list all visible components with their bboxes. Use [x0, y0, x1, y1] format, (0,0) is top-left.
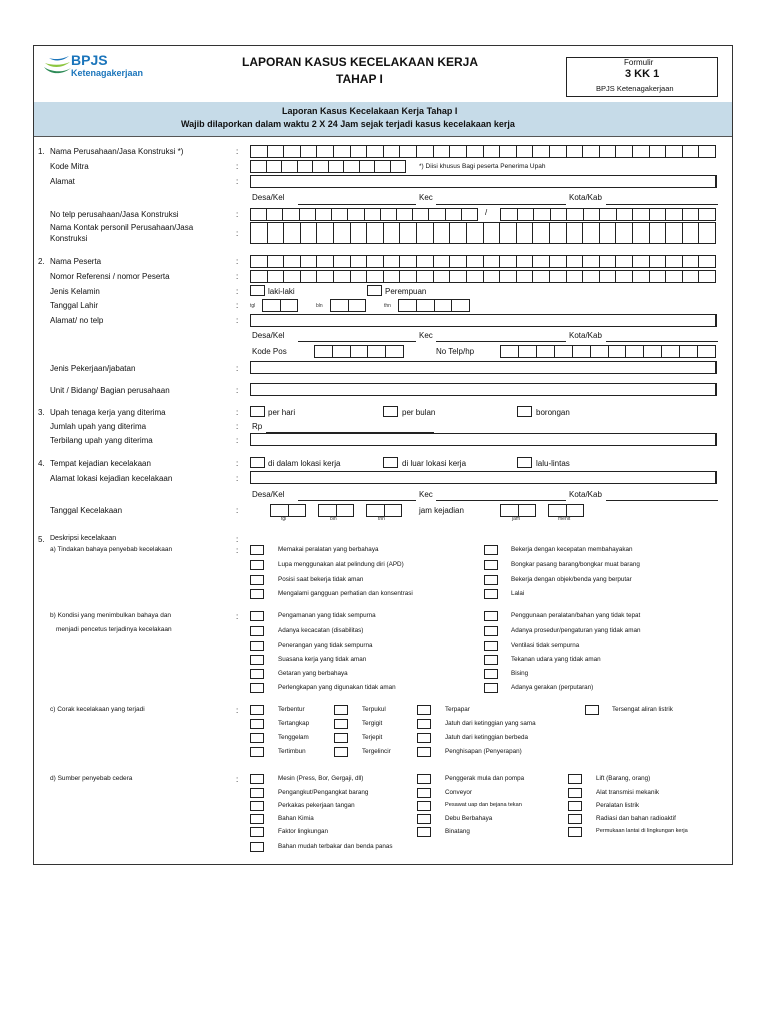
unsafe-condition-checkbox[interactable] [250, 626, 264, 636]
unsafe-condition-checkbox[interactable] [484, 655, 498, 665]
colon: : [236, 775, 239, 784]
unsafe-condition-option: Pengamanan yang tidak sempurna [278, 612, 376, 619]
company-name-label: Nama Perusahaan/Jasa Konstruksi *) [50, 147, 184, 156]
injury-source-checkbox[interactable] [250, 827, 264, 837]
injury-source-option: Perkakas pekerjaan tangan [278, 802, 355, 809]
desa-input[interactable] [298, 500, 416, 501]
kota-input[interactable] [606, 204, 718, 205]
kota-label: Kota/Kab [569, 490, 602, 499]
accident-type-option: Penghisapan (Penyerapan) [445, 748, 522, 755]
company-phone-label: No telp perusahaan/Jasa Konstruksi [50, 210, 179, 219]
company-phone-area-input[interactable] [250, 208, 478, 221]
colon: : [236, 316, 239, 325]
place-traffic-checkbox[interactable] [517, 457, 532, 468]
injury-source-checkbox[interactable] [417, 774, 431, 784]
accident-jam-label: jam [512, 516, 521, 522]
gender-male-label: laki-laki [268, 287, 295, 296]
company-address-label: Alamat [50, 177, 75, 186]
colon: : [236, 546, 239, 555]
contact-label-line-2: Konstruksi [50, 234, 88, 243]
unsafe-condition-option: Suasana kerja yang tidak aman [278, 656, 367, 663]
unsafe-condition-checkbox[interactable] [250, 611, 264, 621]
accident-type-option: Jatuh dari ketinggian yang sama [445, 720, 536, 727]
wage-amount-label: Jumlah upah yang diterima [50, 422, 147, 431]
injury-source-checkbox[interactable] [417, 788, 431, 798]
injury-source-checkbox[interactable] [568, 801, 582, 811]
colon: : [236, 210, 239, 219]
section-2-number: 2. [38, 257, 45, 266]
accident-address-input[interactable] [250, 471, 717, 484]
injury-source-checkbox[interactable] [250, 774, 264, 784]
colon: : [236, 287, 239, 296]
accident-type-option: Tertimbun [278, 748, 306, 755]
gender-male-checkbox[interactable] [250, 285, 265, 296]
dob-month-input[interactable] [330, 299, 366, 312]
unsafe-condition-option: Adanya gerakan (perputaran) [511, 684, 594, 691]
contact-name-input[interactable] [250, 222, 716, 244]
currency-label: Rp [252, 422, 263, 431]
accident-date-label: Tanggal Kecelakaan [50, 506, 123, 515]
unsafe-condition-option: Getaran yang berbahaya [278, 670, 348, 677]
colon: : [236, 408, 239, 417]
banner-line-1: Laporan Kasus Kecelakaan Kerja Tahap I [282, 106, 458, 116]
injury-source-checkbox[interactable] [568, 774, 582, 784]
wage-contract-label: borongan [536, 408, 570, 417]
participant-address-input[interactable] [250, 314, 717, 327]
colon: : [236, 436, 239, 445]
unsafe-action-checkbox[interactable] [250, 560, 264, 570]
colon: : [236, 506, 239, 515]
participant-name-input[interactable] [250, 255, 716, 268]
accident-type-checkbox[interactable] [334, 733, 348, 743]
desa-label: Desa/Kel [252, 490, 285, 499]
unsafe-action-checkbox[interactable] [250, 575, 264, 585]
accident-time-label: jam kejadian [419, 506, 464, 515]
unsafe-condition-checkbox[interactable] [250, 669, 264, 679]
accident-type-checkbox[interactable] [585, 705, 599, 715]
section-1-number: 1. [38, 147, 45, 156]
wage-spelled-input[interactable] [250, 433, 717, 446]
wage-spelled-label: Terbilang upah yang diterima [50, 436, 153, 445]
participant-address-label: Alamat/ no telp [50, 316, 104, 325]
desa-input[interactable] [298, 341, 416, 342]
phone-slash: / [485, 208, 488, 217]
accident-type-checkbox[interactable] [334, 719, 348, 729]
injury-source-option: Bahan Kimia [278, 815, 314, 822]
injury-source-checkbox[interactable] [250, 842, 264, 852]
desa-input[interactable] [298, 204, 416, 205]
bpjs-logo [41, 52, 191, 82]
kota-label: Kota/Kab [569, 331, 602, 340]
job-title-label: Jenis Pekerjaan/jabatan [50, 364, 136, 373]
unsafe-condition-option: Perlengkapan yang digunakan tidak aman [278, 684, 396, 691]
accident-type-checkbox[interactable] [417, 719, 431, 729]
unsafe-action-option: Lupa menggunakan alat pelindung diri (APD) [278, 561, 404, 568]
accident-type-checkbox[interactable] [417, 733, 431, 743]
accident-type-checkbox[interactable] [334, 705, 348, 715]
place-inside-checkbox[interactable] [250, 457, 265, 468]
colon: : [236, 229, 239, 238]
colon: : [236, 147, 239, 156]
dob-day-input[interactable] [262, 299, 298, 312]
unsafe-action-checkbox[interactable] [484, 589, 498, 599]
place-outside-checkbox[interactable] [383, 457, 398, 468]
department-input[interactable] [250, 383, 717, 396]
injury-source-checkbox[interactable] [568, 788, 582, 798]
kota-input[interactable] [606, 341, 718, 342]
injury-source-option: Lift (Barang, orang) [596, 775, 651, 782]
accident-type-option: Tersengat aliran listrik [612, 706, 673, 713]
postal-code-label: Kode Pos [252, 347, 287, 356]
unsafe-condition-option: Penerangan yang tidak sempurna [278, 642, 373, 649]
logo-subtitle: Ketenagakerjaan [71, 68, 144, 78]
job-title-input[interactable] [250, 361, 717, 374]
partner-note: *) Diisi khusus Bagi peserta Penerima Upah [419, 163, 546, 170]
partner-code-label: Kode Mitra [50, 162, 89, 171]
kota-label: Kota/Kab [569, 193, 602, 202]
company-phone-number-input[interactable] [500, 208, 716, 221]
injury-source-option: Mesin (Press, Bor, Gergaji, dll) [278, 775, 364, 782]
unsafe-action-option: Lalai [511, 590, 525, 597]
colon: : [236, 459, 239, 468]
accident-type-option: Tertangkap [278, 720, 310, 727]
unsafe-action-option: Bongkar pasang barang/bongkar muat barang [511, 561, 640, 568]
injury-source-checkbox[interactable] [568, 814, 582, 824]
reference-number-label: Nomor Referensi / nomor Peserta [50, 272, 170, 281]
injury-source-checkbox[interactable] [417, 801, 431, 811]
unsafe-condition-option: Penggunaan peralatan/bahan yang tidak tepat [511, 612, 641, 619]
unsafe-condition-checkbox[interactable] [484, 626, 498, 636]
injury-source-checkbox[interactable] [417, 827, 431, 837]
participant-name-label: Nama Peserta [50, 257, 102, 266]
participant-phone-label: No Telp/hp [436, 347, 475, 356]
colon: : [236, 162, 239, 171]
injury-source-checkbox[interactable] [250, 801, 264, 811]
section-4-number: 4. [38, 459, 45, 468]
accident-type-option: Terpapar [445, 706, 470, 713]
description-title: Deskripsi kecelakaan [50, 535, 117, 542]
unsafe-action-checkbox[interactable] [484, 545, 498, 555]
company-address-input[interactable] [250, 175, 717, 188]
company-name-input[interactable] [250, 145, 716, 158]
injury-source-option: Pesawat uap dan bejana tekan [445, 802, 522, 808]
participant-phone-input[interactable] [500, 345, 716, 358]
colon: : [236, 386, 239, 395]
kec-input[interactable] [436, 204, 566, 205]
injury-source-option: Bahan mudah terbakar dan benda panas [278, 843, 393, 850]
injury-source-option: Alat transmisi mekanik [596, 789, 659, 796]
accident-type-checkbox[interactable] [334, 747, 348, 757]
injury-source-option: Radiasi dan bahan radioaktif [596, 815, 676, 822]
place-inside-label: di dalam lokasi kerja [268, 459, 341, 468]
accident-address-label: Alamat lokasi kejadian kecelakaan [50, 474, 173, 483]
dob-year-input[interactable] [398, 299, 470, 312]
accident-type-checkbox[interactable] [250, 733, 264, 743]
desa-label: Desa/Kel [252, 193, 285, 202]
accident-type-option: Tergelincir [362, 748, 391, 755]
injury-source-checkbox[interactable] [250, 788, 264, 798]
wage-per-month-label: per bulan [402, 408, 436, 417]
accident-type-checkbox[interactable] [250, 719, 264, 729]
wage-label: Upah tenaga kerja yang diterima [50, 408, 166, 417]
place-traffic-label: lalu-lintas [536, 459, 570, 468]
kec-label: Kec [419, 193, 433, 202]
dob-tgl-label: tgl [250, 303, 256, 309]
accident-day-input[interactable] [270, 504, 306, 517]
logo-brand: BPJS [71, 52, 108, 68]
unsafe-condition-checkbox[interactable] [484, 641, 498, 651]
kec-label: Kec [419, 331, 433, 340]
section-5-number: 5. [38, 535, 45, 544]
form-title-1: LAPORAN KASUS KECELAKAAN KERJA [242, 55, 479, 69]
unsafe-action-option: Memakai peralatan yang berbahaya [278, 546, 379, 553]
injury-source-checkbox[interactable] [417, 814, 431, 824]
kec-input[interactable] [436, 341, 566, 342]
birth-date-label: Tanggal Lahir [50, 301, 99, 310]
reference-number-input[interactable] [250, 270, 716, 283]
unsafe-condition-checkbox[interactable] [250, 655, 264, 665]
unsafe-action-option: Bekerja dengan kecepatan membahayakan [511, 546, 633, 553]
unsafe-condition-option: Bising [511, 670, 529, 677]
dob-thn-label: thn [384, 303, 391, 309]
postal-code-input[interactable] [314, 345, 404, 358]
accident-menit-label: menit [558, 516, 571, 522]
unsafe-action-checkbox[interactable] [250, 545, 264, 555]
unsafe-condition-option: Tekanan udara yang tidak aman [511, 656, 601, 663]
unsafe-condition-option: Ventilasi tidak sempurna [511, 642, 580, 649]
injury-source-option: Peralatan listrik [596, 802, 640, 809]
wage-contract-checkbox[interactable] [517, 406, 532, 417]
colon: : [236, 177, 239, 186]
injury-source-option: Penggerak mula dan pompa [445, 775, 525, 782]
injury-source-checkbox[interactable] [568, 827, 582, 837]
colon: : [236, 474, 239, 483]
kec-label: Kec [419, 490, 433, 499]
unsafe-condition-option: Adanya kecacatan (disabilitas) [278, 627, 364, 634]
accident-type-option: Jatuh dari ketinggian berbeda [445, 734, 528, 741]
logo-swoosh-icon [41, 52, 73, 78]
colon: : [236, 257, 239, 266]
unsafe-condition-label-1: b) Kondisi yang menimbulkan bahaya dan [50, 612, 172, 619]
injury-source-option: Pengangkut/Pengangkat barang [278, 789, 369, 796]
accident-tgl-label: tgl [281, 516, 287, 522]
unsafe-action-checkbox[interactable] [250, 589, 264, 599]
colon: : [236, 706, 239, 715]
injury-source-option: Debu Berbahaya [445, 815, 493, 822]
unsafe-condition-checkbox[interactable] [484, 669, 498, 679]
kec-input[interactable] [436, 500, 566, 501]
accident-type-option: Tergigit [362, 720, 383, 727]
accident-type-option: Tenggelam [278, 734, 309, 741]
accident-type-option: Terpukul [362, 706, 386, 713]
colon: : [236, 272, 239, 281]
colon: : [236, 422, 239, 431]
banner-line-2: Wajib dilaporkan dalam waktu 2 X 24 Jam sejak terjadi kasus kecelakaan kerja [181, 119, 515, 129]
colon: : [236, 612, 239, 621]
gender-label: Jenis Kelamin [50, 287, 100, 296]
accident-type-option: Terjepit [362, 734, 383, 741]
unsafe-condition-checkbox[interactable] [250, 683, 264, 693]
accident-place-label: Tempat kejadian kecelakaan [50, 459, 151, 468]
unsafe-action-option: Posisi saat bekerja tidak aman [278, 576, 364, 583]
accident-type-checkbox[interactable] [417, 747, 431, 757]
injury-source-checkbox[interactable] [250, 814, 264, 824]
accident-thn-label: thn [378, 516, 385, 522]
accident-type-checkbox[interactable] [250, 705, 264, 715]
accident-type-checkbox[interactable] [417, 705, 431, 715]
injury-source-option: Binatang [445, 828, 470, 835]
form-org: BPJS Ketenagakerjaan [596, 84, 674, 93]
wage-per-day-checkbox[interactable] [250, 406, 265, 417]
unsafe-action-option: Mengalami gangguan perhatian dan konsentrasi [278, 590, 413, 597]
unsafe-condition-label-2: menjadi pencetus terjadinya kecelakaan [56, 626, 172, 633]
accident-type-option: Terbentur [278, 706, 305, 713]
department-label: Unit / Bidang/ Bagian perusahaan [50, 386, 170, 395]
place-outside-label: di luar lokasi kerja [402, 459, 467, 468]
section-3-number: 3. [38, 408, 45, 417]
unsafe-condition-checkbox[interactable] [250, 641, 264, 651]
accident-bln-label: bln [330, 516, 337, 522]
unsafe-action-checkbox[interactable] [484, 575, 498, 585]
injury-source-option: Conveyor [445, 789, 472, 796]
unsafe-action-checkbox[interactable] [484, 560, 498, 570]
unsafe-action-label: a) Tindakan bahaya penyebab kecelakaan [50, 546, 173, 553]
wage-per-day-label: per hari [268, 408, 296, 417]
desa-label: Desa/Kel [252, 331, 285, 340]
form-title-2: TAHAP I [336, 72, 383, 86]
gender-female-checkbox[interactable] [367, 285, 382, 296]
colon: : [236, 364, 239, 373]
injury-source-label: d) Sumber penyebab cedera [50, 775, 133, 782]
unsafe-condition-checkbox[interactable] [484, 611, 498, 621]
partner-code-input[interactable] [250, 160, 406, 173]
colon: : [236, 301, 239, 310]
wage-per-month-checkbox[interactable] [383, 406, 398, 417]
form-label: Formulir [624, 58, 654, 67]
dob-bln-label: bln [316, 303, 323, 309]
injury-source-option: Faktor lingkungan [278, 828, 329, 835]
injury-source-option: Permukaan lantai di lingkungan kerja [596, 828, 688, 834]
unsafe-condition-checkbox[interactable] [484, 683, 498, 693]
unsafe-action-option: Bekerja dengan objek/benda yang berputar [511, 576, 632, 583]
kota-input[interactable] [606, 500, 718, 501]
contact-label-line-1: Nama Kontak personil Perusahaan/Jasa [50, 223, 194, 232]
form-code: 3 KK 1 [625, 68, 660, 80]
unsafe-condition-option: Adanya prosedur/pengaturan yang tidak aman [511, 627, 641, 634]
gender-female-label: Perempuan [385, 287, 427, 296]
accident-type-checkbox[interactable] [250, 747, 264, 757]
accident-type-label: c) Corak kecelakaan yang terjadi [50, 706, 145, 713]
colon: : [236, 535, 239, 544]
